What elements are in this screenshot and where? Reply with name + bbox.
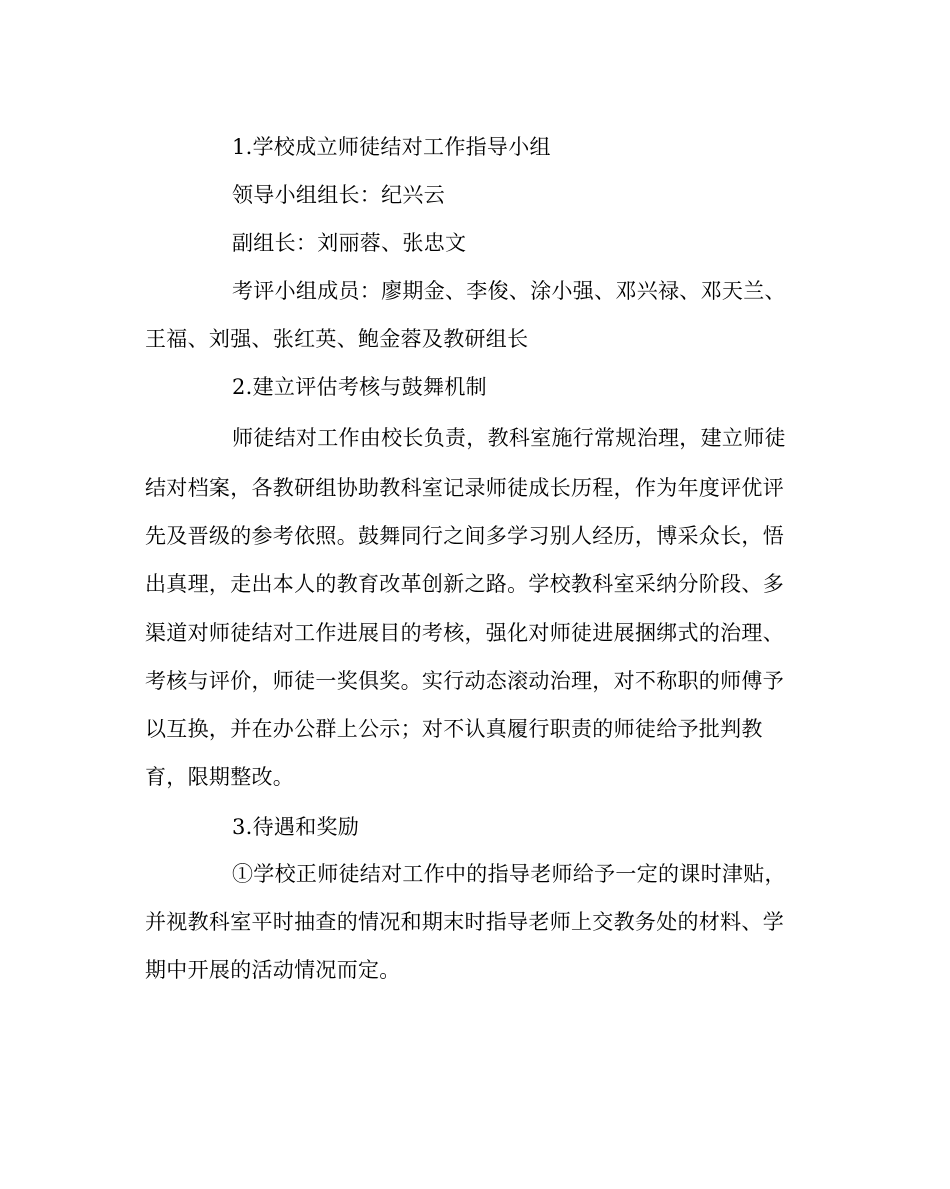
section-3-para-line: ①学校正师徒结对工作中的指导老师给予一定的课时津贴， xyxy=(232,862,786,886)
section-2-para-line: 育，限期整改。 xyxy=(145,765,295,789)
section-3-heading: 3.待遇和奖励 xyxy=(232,815,360,839)
section-2-para-line: 师徒结对工作由校长负责，教科室施行常规治理，建立师徒 xyxy=(232,426,786,450)
leader-line: 领导小组组长：纪兴云 xyxy=(232,183,445,207)
section-2-heading: 2.建立评估考核与鼓舞机制 xyxy=(232,375,487,399)
section-1-heading: 1.学校成立师徒结对工作指导小组 xyxy=(232,135,551,159)
section-3-para-line: 期中开展的活动情况而定。 xyxy=(145,958,401,982)
section-2-para-line: 结对档案，各教研组协助教科室记录师徒成长历程，作为年度评优评 xyxy=(145,476,784,500)
members-line-1: 考评小组成员：廖期金、李俊、涂小强、邓兴禄、邓天兰、 xyxy=(232,279,786,303)
members-line-2: 王福、刘强、张红英、鲍金蓉及教研组长 xyxy=(145,327,529,351)
section-2-para-line: 出真理，走出本人的教育改革创新之路。学校教科室采纳分阶段、多 xyxy=(145,572,784,596)
section-2-para-line: 先及晋级的参考依照。鼓舞同行之间多学习别人经历，博采众长，悟 xyxy=(145,524,784,548)
section-2-para-line: 以互换，并在办公群上公示；对不认真履行职责的师徒给予批判教 xyxy=(145,717,763,741)
section-3-para-line: 并视教科室平时抽查的情况和期末时指导老师上交教务处的材料、学 xyxy=(145,910,784,934)
deputy-line: 副组长：刘丽蓉、张忠文 xyxy=(232,231,467,255)
section-2-para-line: 渠道对师徒结对工作进展目的考核，强化对师徒进展捆绑式的治理、 xyxy=(145,621,784,645)
section-2-para-line: 考核与评价，师徒一奖俱奖。实行动态滚动治理，对不称职的师傅予 xyxy=(145,669,784,693)
